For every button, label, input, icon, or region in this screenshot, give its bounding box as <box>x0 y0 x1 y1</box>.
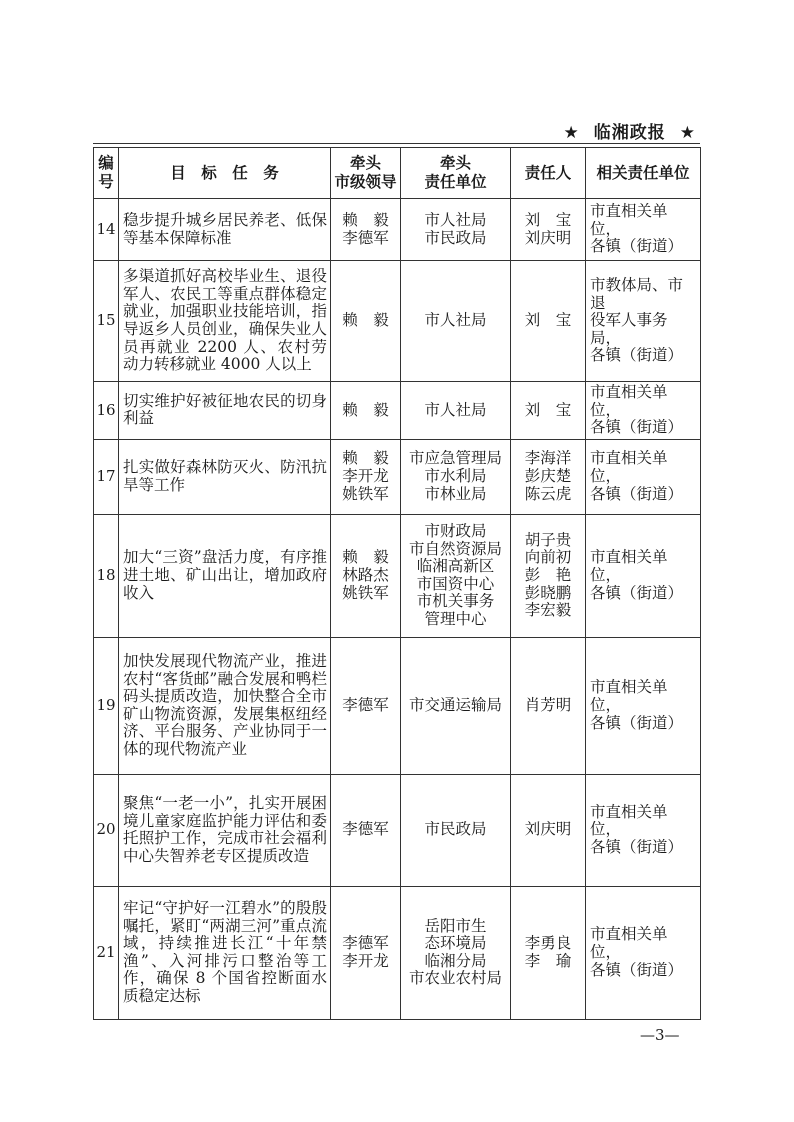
header-leader <box>331 148 401 199</box>
lead-leader <box>331 199 401 261</box>
lead-unit <box>401 382 511 440</box>
page-number: —3— <box>640 1026 680 1044</box>
lead-unit-line: 市民政局 <box>424 228 487 247</box>
related-units-line: 各镇（街道） <box>590 583 684 602</box>
lead-unit <box>401 261 511 382</box>
header-label: 相关责任单位 <box>596 163 690 182</box>
lead-unit <box>401 514 511 637</box>
related-units <box>586 886 701 1019</box>
target-task: 加大“三资”盘活力度，有序推进土地、矿山出让，增加政府收入 <box>119 514 331 637</box>
lead-leader-line: 李开龙 <box>342 466 389 485</box>
lead-unit-line: 市林业局 <box>424 484 487 503</box>
lead-leader <box>331 514 401 637</box>
related-units <box>586 439 701 514</box>
target-task: 扎实做好森林防灭火、防汛抗旱等工作 <box>119 439 331 514</box>
star-icon: ★ <box>563 123 580 143</box>
lead-leader <box>331 439 401 514</box>
header-label: 责任人 <box>524 163 572 182</box>
header-related <box>586 148 701 199</box>
row-number: 18 <box>94 514 119 637</box>
related-units-line: 市直相关单位， <box>590 678 668 714</box>
related-units-line: 各镇（街道） <box>590 346 684 365</box>
related-units-line: 各镇（街道） <box>590 960 684 979</box>
related-units-line: 各镇（街道） <box>590 713 684 732</box>
lead-leader-line: 李德军 <box>342 695 389 714</box>
related-units <box>586 382 701 440</box>
responsible-person-line: 刘 宝 <box>524 400 572 419</box>
lead-unit <box>401 637 511 774</box>
header-rule <box>93 143 700 144</box>
table-row <box>94 514 701 637</box>
lead-unit-line: 市水利局 <box>424 466 487 485</box>
row-number: 14 <box>94 199 119 261</box>
table-row <box>94 439 701 514</box>
table-row <box>94 637 701 774</box>
responsible-person-line: 彭庆楚 <box>524 466 572 485</box>
responsible-person-line: 彭晓鹏 <box>524 583 572 602</box>
responsible-person-line: 胡子贵 <box>524 530 572 549</box>
header-label: 市级领导 <box>334 173 397 191</box>
related-units-line: 各镇（街道） <box>590 418 684 437</box>
related-units-line: 市直相关单位， <box>590 925 668 961</box>
responsible-person-line: 向前初 <box>524 548 572 567</box>
responsible-person-line: 李海洋 <box>524 449 572 468</box>
lead-leader <box>331 261 401 382</box>
related-units-line: 各镇（街道） <box>590 237 684 256</box>
responsible-person-line: 刘庆明 <box>524 820 572 839</box>
lead-leader-line: 赖 毅 <box>342 548 389 567</box>
lead-unit-line: 态环境局 <box>424 934 487 953</box>
masthead <box>564 118 697 143</box>
responsible-person-line: 彭 艳 <box>524 565 572 584</box>
target-task: 牢记“守护好一江碧水”的殷殷嘱托，紧盯“两湖三河”重点流域，持续推进长江“十年禁渔”、入河排污口整治等工作，确保 8 个国省控断面水质稳定达标 <box>119 886 331 1019</box>
lead-leader-line: 赖 毅 <box>342 449 389 468</box>
lead-unit-line: 临湘分局 <box>424 951 487 970</box>
task-table <box>93 147 701 1020</box>
header-person <box>511 148 586 199</box>
header-label: 目 标 任 务 <box>170 163 279 182</box>
related-units-line: 市直相关单位， <box>590 548 668 584</box>
responsible-person-line: 李宏毅 <box>524 601 572 620</box>
related-units <box>586 774 701 886</box>
lead-unit-line: 市应急管理局 <box>408 449 502 468</box>
responsible-person <box>511 382 586 440</box>
lead-unit <box>401 886 511 1019</box>
target-task: 切实维护好被征地农民的切身利益 <box>119 382 331 440</box>
related-units-line: 各镇（街道） <box>590 838 684 857</box>
table-row <box>94 886 701 1019</box>
lead-unit <box>401 199 511 261</box>
responsible-person <box>511 261 586 382</box>
responsible-person-line: 刘庆明 <box>524 228 572 247</box>
lead-leader-line: 李德军 <box>342 934 389 953</box>
lead-unit-line: 管理中心 <box>424 609 487 628</box>
lead-leader <box>331 886 401 1019</box>
lead-unit <box>401 439 511 514</box>
target-task: 聚焦“一老一小”，扎实开展困境儿童家庭监护能力评估和委托照护工作，完成市社会福利中心失智养老专区提质改造 <box>119 774 331 886</box>
table-row <box>94 382 701 440</box>
lead-unit-line: 市机关事务 <box>416 592 495 611</box>
related-units-line: 市直相关单位， <box>590 802 668 839</box>
lead-leader-line: 李开龙 <box>342 951 389 970</box>
lead-unit-line: 岳阳市生 <box>424 916 487 935</box>
row-number: 16 <box>94 382 119 440</box>
lead-leader-line: 赖 毅 <box>342 400 389 419</box>
related-units-line: 市直相关单位， <box>590 202 668 238</box>
lead-unit <box>401 774 511 886</box>
header-label: 牵头 <box>349 154 381 172</box>
lead-leader-line: 赖 毅 <box>342 210 389 229</box>
responsible-person-line: 肖芳明 <box>524 695 572 714</box>
lead-leader <box>331 382 401 440</box>
header-number <box>94 148 119 199</box>
lead-unit-line: 市交通运输局 <box>408 695 502 714</box>
table-row <box>94 261 701 382</box>
target-task: 多渠道抓好高校毕业生、退役军人、农民工等重点群体稳定就业，加强职业技能培训，指导返乡人员创业，确保失业人员再就业 2200 人、农村劳动力转移就业 4000 人以上 <box>119 261 331 382</box>
star-icon: ★ <box>679 123 696 143</box>
lead-leader-line: 姚铁军 <box>342 583 389 602</box>
row-number: 20 <box>94 774 119 886</box>
target-task: 稳步提升城乡居民养老、低保等基本保障标准 <box>119 199 331 261</box>
header-unit <box>401 148 511 199</box>
table-row <box>94 774 701 886</box>
responsible-person-line: 李勇良 <box>524 934 572 953</box>
header-label: 责任单位 <box>424 173 487 191</box>
related-units <box>586 261 701 382</box>
lead-unit-line: 市人社局 <box>424 400 487 419</box>
publication-title: 临湘政报 <box>593 123 666 143</box>
header-label: 编号 <box>98 154 114 191</box>
table-row <box>94 199 701 261</box>
lead-unit-line: 临湘高新区 <box>416 557 495 576</box>
target-task: 加快发展现代物流产业，推进农村“客货邮”融合发展和鸭栏码头提质改造，加快整合全市矿山物流资源，发展集枢纽经济、平台服务、产业协同于一体的现代物流产业 <box>119 637 331 774</box>
responsible-person-line: 刘 宝 <box>524 311 572 330</box>
header-label: 牵头 <box>439 154 471 172</box>
responsible-person-line: 李 瑜 <box>524 951 572 970</box>
lead-leader-line: 李德军 <box>342 228 389 247</box>
responsible-person <box>511 514 586 637</box>
responsible-person <box>511 439 586 514</box>
related-units <box>586 637 701 774</box>
responsible-person-line: 陈云虎 <box>524 484 572 503</box>
header-task <box>119 148 331 199</box>
lead-unit-line: 市自然资源局 <box>408 539 502 558</box>
lead-leader <box>331 637 401 774</box>
row-number: 17 <box>94 439 119 514</box>
lead-leader-line: 李德军 <box>342 820 389 839</box>
lead-unit-line: 市财政局 <box>424 522 487 540</box>
lead-unit-line: 市人社局 <box>424 311 487 330</box>
lead-leader-line: 赖 毅 <box>342 311 389 330</box>
lead-leader <box>331 774 401 886</box>
responsible-person <box>511 774 586 886</box>
row-number: 15 <box>94 261 119 382</box>
row-number: 19 <box>94 637 119 774</box>
lead-leader-line: 林路杰 <box>342 565 389 584</box>
responsible-person <box>511 199 586 261</box>
responsible-person <box>511 637 586 774</box>
responsible-person <box>511 886 586 1019</box>
related-units <box>586 514 701 637</box>
lead-leader-line: 姚铁军 <box>342 484 389 503</box>
lead-unit-line: 市人社局 <box>424 210 487 229</box>
lead-unit-line: 市民政局 <box>424 820 487 839</box>
related-units-line: 市直相关单位， <box>590 449 668 485</box>
related-units-line: 各镇（街道） <box>590 484 684 503</box>
responsible-person-line: 刘 宝 <box>524 210 572 229</box>
related-units <box>586 199 701 261</box>
lead-unit-line: 市农业农村局 <box>408 969 502 988</box>
lead-unit-line: 市国资中心 <box>416 574 495 593</box>
related-units-line: 役军人事务局， <box>590 311 668 347</box>
row-number: 21 <box>94 886 119 1019</box>
related-units-line: 市教体局、市退 <box>590 276 684 312</box>
related-units-line: 市直相关单位， <box>590 383 668 419</box>
